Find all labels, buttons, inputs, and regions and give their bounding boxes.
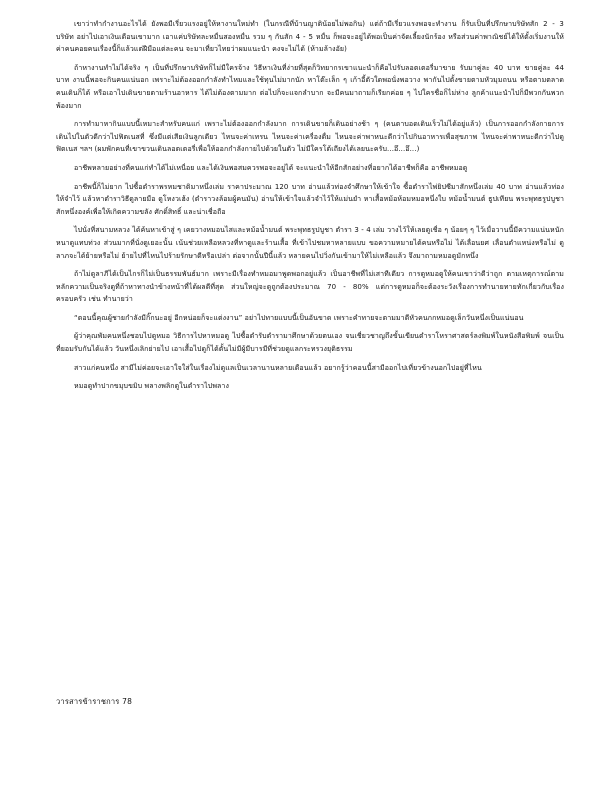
- paragraph-9: ผู้ว่าคุณพัมคนหนึ่งชอบไปดูหมอ วิธีการไปหาหมอดู ไปซื้อตำรับตำรามาศึกษาด้วยตนเอง จนเชี่ยวชาญถึงขั้นเขียนตำราโหราศาสตร์ลงพิมพ์ในหนังสือพิมพ์ จนเป็นที่ยอมรับกันได้แล้ว วันหนึ่งเลิกย่ายไป เอาเสื้อไปดูก็ได้ตั้นไม่มีผู้มีบารมีที่ช่วยดูแลกระทรวงยุติธรรม: [56, 332, 564, 354]
- paragraph-11: หมอดูทำปากขมุบขมิบ พลางพลิกดูในตำราไปพลาง: [74, 382, 229, 391]
- paragraph-8-quote: “ตอนนี้คุณผู้ชายกำลังมีกิ๊กนะอยู่ อีกหน่อยก็จะแต่งงาน” อย่าไปทายแบบนี้เป็นอันขาด เพราะคำทายจะตามมาดีหัวคนกกหมอดูเล็กวันหนึ่งเป็นแน่นอน: [74, 313, 524, 322]
- paragraph-6: ไปนั่งที่สนามหลวง ได้ค้นหาเข้าสู่ ๆ เคยวางหมอนไสและหม้อน้ำมนต์ พระพุทธรูปบูชา ตำรา 3 - 4 เล่ม วางไว้ให้เลยดูเชื่อ ๆ น้อยๆ ๆ ไว้เมื่อวานนี้มีความแน่นหนักหนาดูแทบท่วง ส่วนมากที่นั่งดูเยอะนั้น เน้นช่วยเหลือหลวงที่หาดูและร้านเสื้อ ที่เข้าไปชมหาหลายแบบ ขอความหมายได้คนหรือไม่ ได้เลื่อนยศ เลื่อนตำแหน่งหรือไม่ ดูลาภจะได้ย้ายหรือไม่ ย้ายไปที่ไหนไปร้ายรักษาดีหรือเปล่า ต่อจากนั้นปีนี้แล้ว หลายคนไปวิ่งกันเข้ามาให้ไม่เหลือแล้ว จึงมาถามหมอดูมักหนึ่ง: [56, 226, 564, 260]
- paragraph-2: ถ้าหางานทำไม่ได้จริง ๆ เป็นที่ปรึกษาบริษัทก็ไม่มีใครจ้าง วิธีหาเงินที่ง่ายที่สุดก็วิทยากรเขาแนะนำก็คือไปรับลอตเตอรี่มาขาย รับมาคู่ละ 40 บาท ขายคู่ละ 44 บาท งานนี้พอจะกินคนแน่นอก เพราะไม่ต้องออกกำลังทำไหมและใช้ทุนไม่มากนัก หาโต๊ะเล็ก ๆ เก้าอี้ตัวใดพอนั่งพอวาง พากันไปตั้งขายตามหัวมุมถนน หรือตามตลาดคนเดินก็ได้ หรือเอาไปเดินขายตามร้านอาหาร ได้ไม่ต้องตามมาก ต่อไปก็จะแจกลำบาก จะมีคนมาถามก็เรียกค่อย ๆ ไปใครชื่อก็ไม่ห่าง ลูกค้าแนะนำไปก็มีพวกกันพวกพ้องมาก: [56, 63, 564, 110]
- paragraph-7: ถ้าไม่ดูลาภีได้เป็นไกรก็ไม่เป็นธรรมพันธ์มาก เพราะมีเรื่องทำหมอมาพูดพอกอยู่แล้ว เป็นอาชีพที่ไม่เสาทีเดียว การดูหมอดูให้คนเขาว่าดีว่าถูก ตามเหตุการณ์ตามหลักความเป็นจริงดูที่ถ้าหาทางนำข้างหน้าที่ได้ผลดีที่สุด ส่วนใหญ่จะดูถูกต้องประมาณ 70 - 80% แต่การดูหมอก็จะต้องระวังเรื่องการทำนายทายทักเกี่ยวกับเรื่องครอบครัว เช่น ทำนายว่า: [56, 270, 564, 304]
- paragraph-10: สาวแก่คนหนึ่ง สามีไม่ค่อยจะเอาใจใส่ในเรื่องไม่ดูแลเป็นเวลานานหลายเดือนแล้ว อยากรู้ว่าคอนนี้สามีออกไปเที่ยวข้างนอกไปอยู่ที่ไหน: [74, 363, 482, 372]
- paragraph-1: เขาว่าทำกำงานอะไรได้ ยังพอมีเรี่ยวแรงอยู่ให้หางานใหม่ทำ (ในกรณีที่บ้านญาติน้อยไม่พอกิน) แต่ถ้ามีเรี่ยวแรงพอจะทำงาน ก็รับเป็นที่ปรึกษาบริษัทสัก 2 - 3 บริษัท อย่าไปเอาเงินเดือนเขามาก เอาแค่บริษัทละหมื่นสองหมื่น รวม ๆ กันสัก 4 - 5 หมื่น ก็พอจะอยู่ได้พอเป็นค่าจัดเลี้ยงนักร้อง หรือส่วนค่าพาณิชย์ได้ให้ตั้งเริ่มงานให้ค่าคนคอยคนเรื่องนี้ก็แล้วแต่ฝีมือแต่ละคน จะมาเที่ยวไทยว่าผมแนะนำ คงจะไม่ได้ (ห้ามล้างอัย): [56, 20, 564, 54]
- paragraph-5: อาชีพนี้ก็ไม่ยาก ไปซื้อตำราพรหมชาติมาหนึ่งเล่ม ราคาประมาณ 120 บาท อ่านแล้วท่องจำศึกษาให้เข้าใจ ซื้อตำราไพ่ยิปซีมาสักหนึ่งเล่ม 40 บาท อ่านแล้วท่องให้จำไว้ แล้วหาตำราวิธีดูลายมือ ดูโหงวเฮ้ง (ตำราวงล้อมผู้คนมัน) อ่านให้เข้าใจแล้วจำไว้ให้แม่นยำ หาเสื้อหม้อห้อมหมอหนึ่งใบ หม้อน้ำมนต์ ธูปเทียน พระพุทธรูปบูชาสักหนึ่งองค์เพื่อให้เกิดความขลัง ศักดิ์สิทธิ์ และน่าเชื่อถือ: [56, 182, 564, 216]
- paragraph-3: การทำมาหากินแบบนี้เหมาะสำหรับคนแก่ เพราะไม่ต้องออกกำลังมาก การเดินขายก็เดินอย่างช้า ๆ (คนตาบอดเดินเร็วไม่ได้อยู่แล้ว) เป็นการออกกำลังกายการเดินไปในตัวดีกว่าไปฟิตเนสที่ ซึ่งมีแต่เสียเงินลูกเดียว ไหนจะค่าเทรน ไหนจะค่าเครื่องดื่ม ไหนจะค่าพาหนะดีกว่าไปกินอาหารเพื่อสุขภาพ ไหนจะค่าพาหนะดีกว่าไปดูฟิตเนส ฯลฯ (ผมพักคนที่เขาขวนเดินลอตเตอรี่เพื่อให้ออกกำลังกายไปด้วยในตัว ไม่มีใครโต้เถียงได้เลยนะครับ...อึ...อึ...): [56, 120, 564, 154]
- page-footer: วารสารข้าราชการ 78: [56, 697, 133, 706]
- paragraph-4: อาชีพหลายอย่างที่คนแก่ทำได้ไม่เหนื่อย และได้เงินพอสมควรพอจะอยู่ได้ จะแนะนำให้อีกสักอย่างที่อยากได้อาชีพก็คือ อาชีพหมอดู: [74, 163, 468, 172]
